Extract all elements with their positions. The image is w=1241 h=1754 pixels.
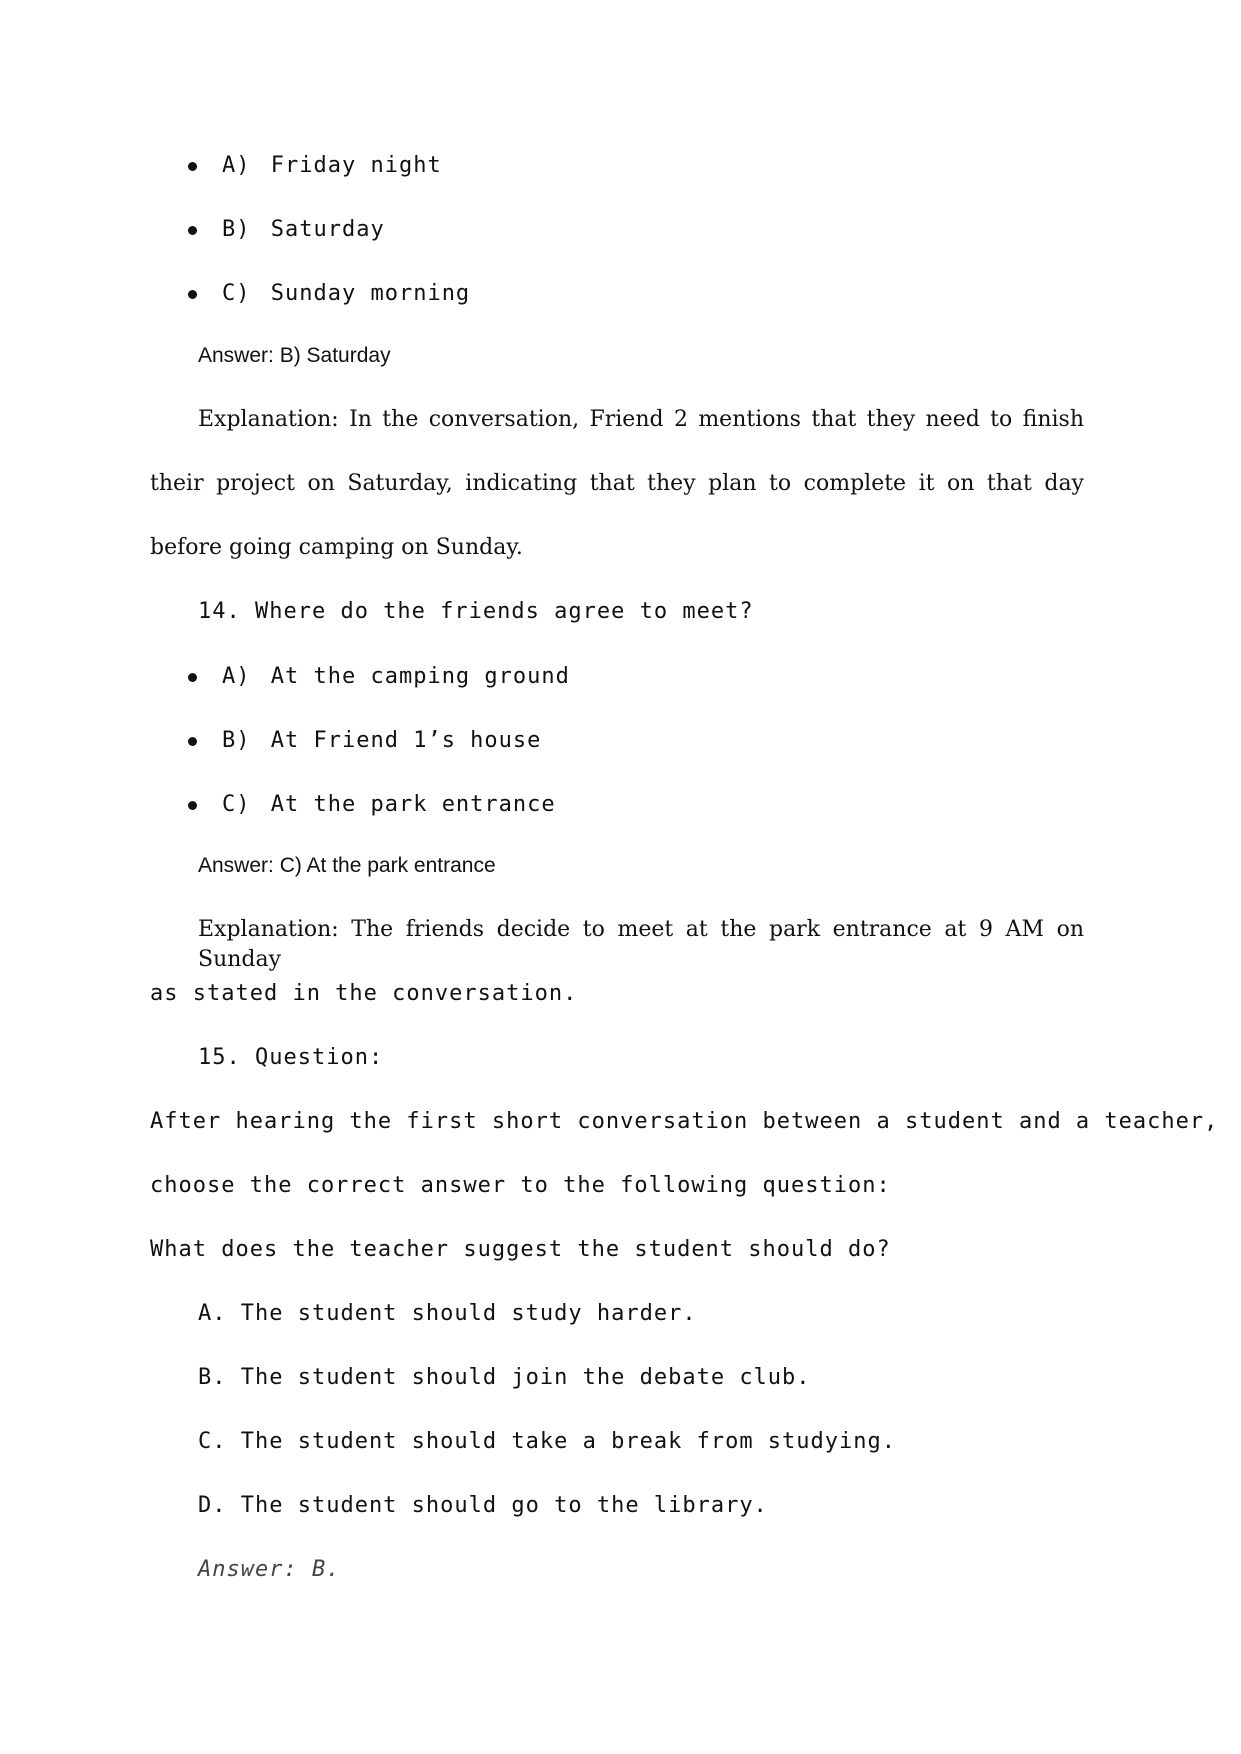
q14-explanation-line-2: as stated in the conversation. [150, 981, 578, 1006]
option-letter: B) [222, 217, 251, 242]
option-letter: C) [222, 281, 251, 306]
option-text: At the camping ground [270, 664, 570, 689]
option-text: Friday night [270, 153, 442, 178]
q14-question: 14. Where do the friends agree to meet? [198, 599, 754, 624]
option-text: Sunday morning [270, 281, 471, 306]
option-letter: C) [222, 792, 251, 817]
q15-option-c: C. The student should take a break from studying. [198, 1429, 897, 1454]
option-text: At Friend 1’s house [270, 728, 542, 753]
bullet-icon [188, 673, 197, 682]
q14-answer: Answer: C) At the park entrance [198, 854, 496, 877]
option-text: At the park entrance [270, 792, 556, 817]
q15-heading: 15. Question: [198, 1045, 384, 1070]
option-letter: A) [222, 153, 251, 178]
q15-prompt-line-2: choose the correct answer to the following question: [150, 1173, 891, 1198]
bullet-icon [188, 801, 197, 810]
q15-option-d: D. The student should go to the library. [198, 1493, 768, 1518]
q13-answer: Answer: B) Saturday [198, 344, 391, 367]
q15-option-b: B. The student should join the debate club. [198, 1365, 811, 1390]
q15-prompt-line-1: After hearing the first short conversation between a student and a teacher, [150, 1109, 1219, 1134]
bullet-icon [188, 162, 197, 171]
q15-option-a: A. The student should study harder. [198, 1301, 697, 1326]
q15-prompt-line-3: What does the teacher suggest the student should do? [150, 1237, 891, 1262]
q15-answer: Answer: B. [198, 1557, 341, 1582]
option-text: Saturday [270, 217, 385, 242]
option-letter: B) [222, 728, 251, 753]
bullet-icon [188, 226, 197, 235]
q13-explanation-line-2: their project on Saturday, indicating that they plan to complete it on that day [150, 471, 1084, 496]
q14-explanation-line-1: Explanation: The friends decide to meet at the park entrance at 9 AM on Sunday [198, 917, 1084, 972]
bullet-icon [188, 290, 197, 299]
bullet-icon [188, 737, 197, 746]
q13-explanation-line-1: Explanation: In the conversation, Friend 2 mentions that they need to finish [198, 407, 1084, 432]
q13-explanation-line-3: before going camping on Sunday. [150, 535, 523, 560]
option-letter: A) [222, 664, 251, 689]
